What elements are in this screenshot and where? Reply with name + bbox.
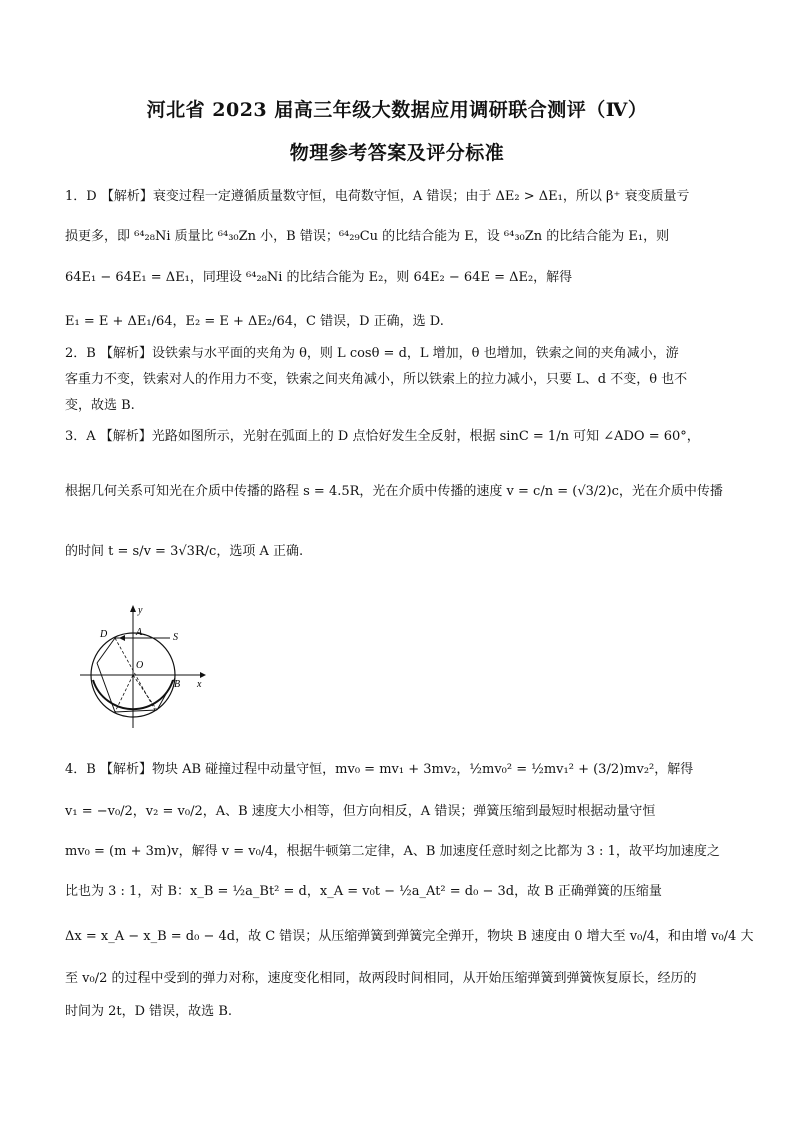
label-D: D: [100, 629, 108, 640]
q1-line-4: E₁ = E + ΔE₁/64，E₂ = E + ΔE₂/64，C 错误，D 正确，选 D.: [65, 314, 444, 329]
label-y: y: [138, 605, 143, 616]
ray-arrow: [119, 635, 125, 641]
q1-line-1: 1．D 【解析】衰变过程一定遵循质量数守恒，电荷数守恒，A 错误；由于 ΔE₂ > ΔE₁，所以 β⁺ 衰变质量亏: [65, 189, 690, 204]
q4-line-2: v₁ = −v₀/2，v₂ = v₀/2，A、B 速度大小相等，但方向相反，A 错误；弹簧压缩到最短时根据动量守恒: [65, 804, 656, 819]
q4-line-3: mv₀ = (m + 3m)v，解得 v = v₀/4，根据牛顿第二定律，A、B 加速度任意时刻之比都为 3 : 1，故平均加速度之: [65, 844, 720, 859]
q3-line-1: 3．A 【解析】光路如图所示，光射在弧面上的 D 点恰好发生全反射，根据 sinC = 1/n 可知 ∠ADO = 60°，: [65, 429, 700, 444]
label-B: B: [174, 679, 181, 690]
q4-line-5: Δx = x_A − x_B = d₀ − 4d，故 C 错误；从压缩弹簧到弹簧完全弹开，物块 B 速度由 0 增大至 v₀/4，和由增 v₀/4 大: [65, 929, 754, 944]
q3-line-2: 根据几何关系可知光在介质中传播的路程 s = 4.5R，光在介质中传播的速度 v = c/n = (√3/2)c，光在介质中传播: [65, 484, 723, 499]
q1-line-3: 64E₁ − 64E₁ = ΔE₁，同理设 ⁶⁴₂₈Ni 的比结合能为 E₂，则 64E₂ − 64E = ΔE₂，解得: [65, 270, 573, 285]
ray-1: [97, 638, 115, 663]
q2-line-1: 2．B 【解析】设铁索与水平面的夹角为 θ，则 L cosθ = d，L 增加，θ 也增加，铁索之间的夹角减小，游: [65, 346, 679, 361]
ray-2: [97, 663, 115, 712]
dash-3: [133, 675, 157, 710]
q4-line-4: 比也为 3 : 1，对 B：x_B = ½a_Bt² = d，x_A = v₀t − ½a_At² = d₀ − 3d，故 B 正确弹簧的压缩量: [65, 884, 662, 899]
q4-line-6: 至 v₀/2 的过程中受到的弹力对称，速度变化相同，故两段时间相同，从开始压缩弹簧到弹簧恢复原长，经历的: [65, 971, 697, 986]
page-title: 河北省 2023 届高三年级大数据应用调研联合测评（Ⅳ）: [146, 99, 648, 121]
page-subtitle: 物理参考答案及评分标准: [289, 142, 505, 164]
ray-3: [115, 710, 157, 712]
q3-line-3: 的时间 t = s/v = 3√3R/c，选项 A 正确.: [65, 544, 304, 559]
label-A: A: [136, 627, 143, 638]
label-O: O: [136, 660, 144, 671]
optics-diagram: [75, 600, 215, 730]
x-axis-arrow: [200, 672, 206, 678]
q2-line-3: 变，故选 B.: [65, 398, 135, 413]
q4-line-7: 时间为 2t，D 错误，故选 B.: [65, 1004, 233, 1019]
q4-line-1: 4．B 【解析】物块 AB 碰撞过程中动量守恒，mv₀ = mv₁ + 3mv₂，½mv₀² = ½mv₁² + (3/2)mv₂²，解得: [65, 762, 694, 777]
q1-line-2: 损更多，即 ⁶⁴₂₈Ni 质量比 ⁶⁴₃₀Zn 小，B 错误；⁶⁴₂₉Cu 的比结合能为 E，设 ⁶⁴₃₀Zn 的比结合能为 E₁，则: [65, 229, 670, 244]
y-axis-arrow: [130, 605, 136, 612]
label-x: x: [197, 679, 202, 690]
q2-line-2: 客重力不变，铁索对人的作用力不变，铁索之间夹角减小，所以铁索上的拉力减小，只要 L、d 不变，θ 也不: [65, 372, 688, 387]
ray-4: [157, 678, 175, 710]
label-S: S: [173, 632, 178, 643]
